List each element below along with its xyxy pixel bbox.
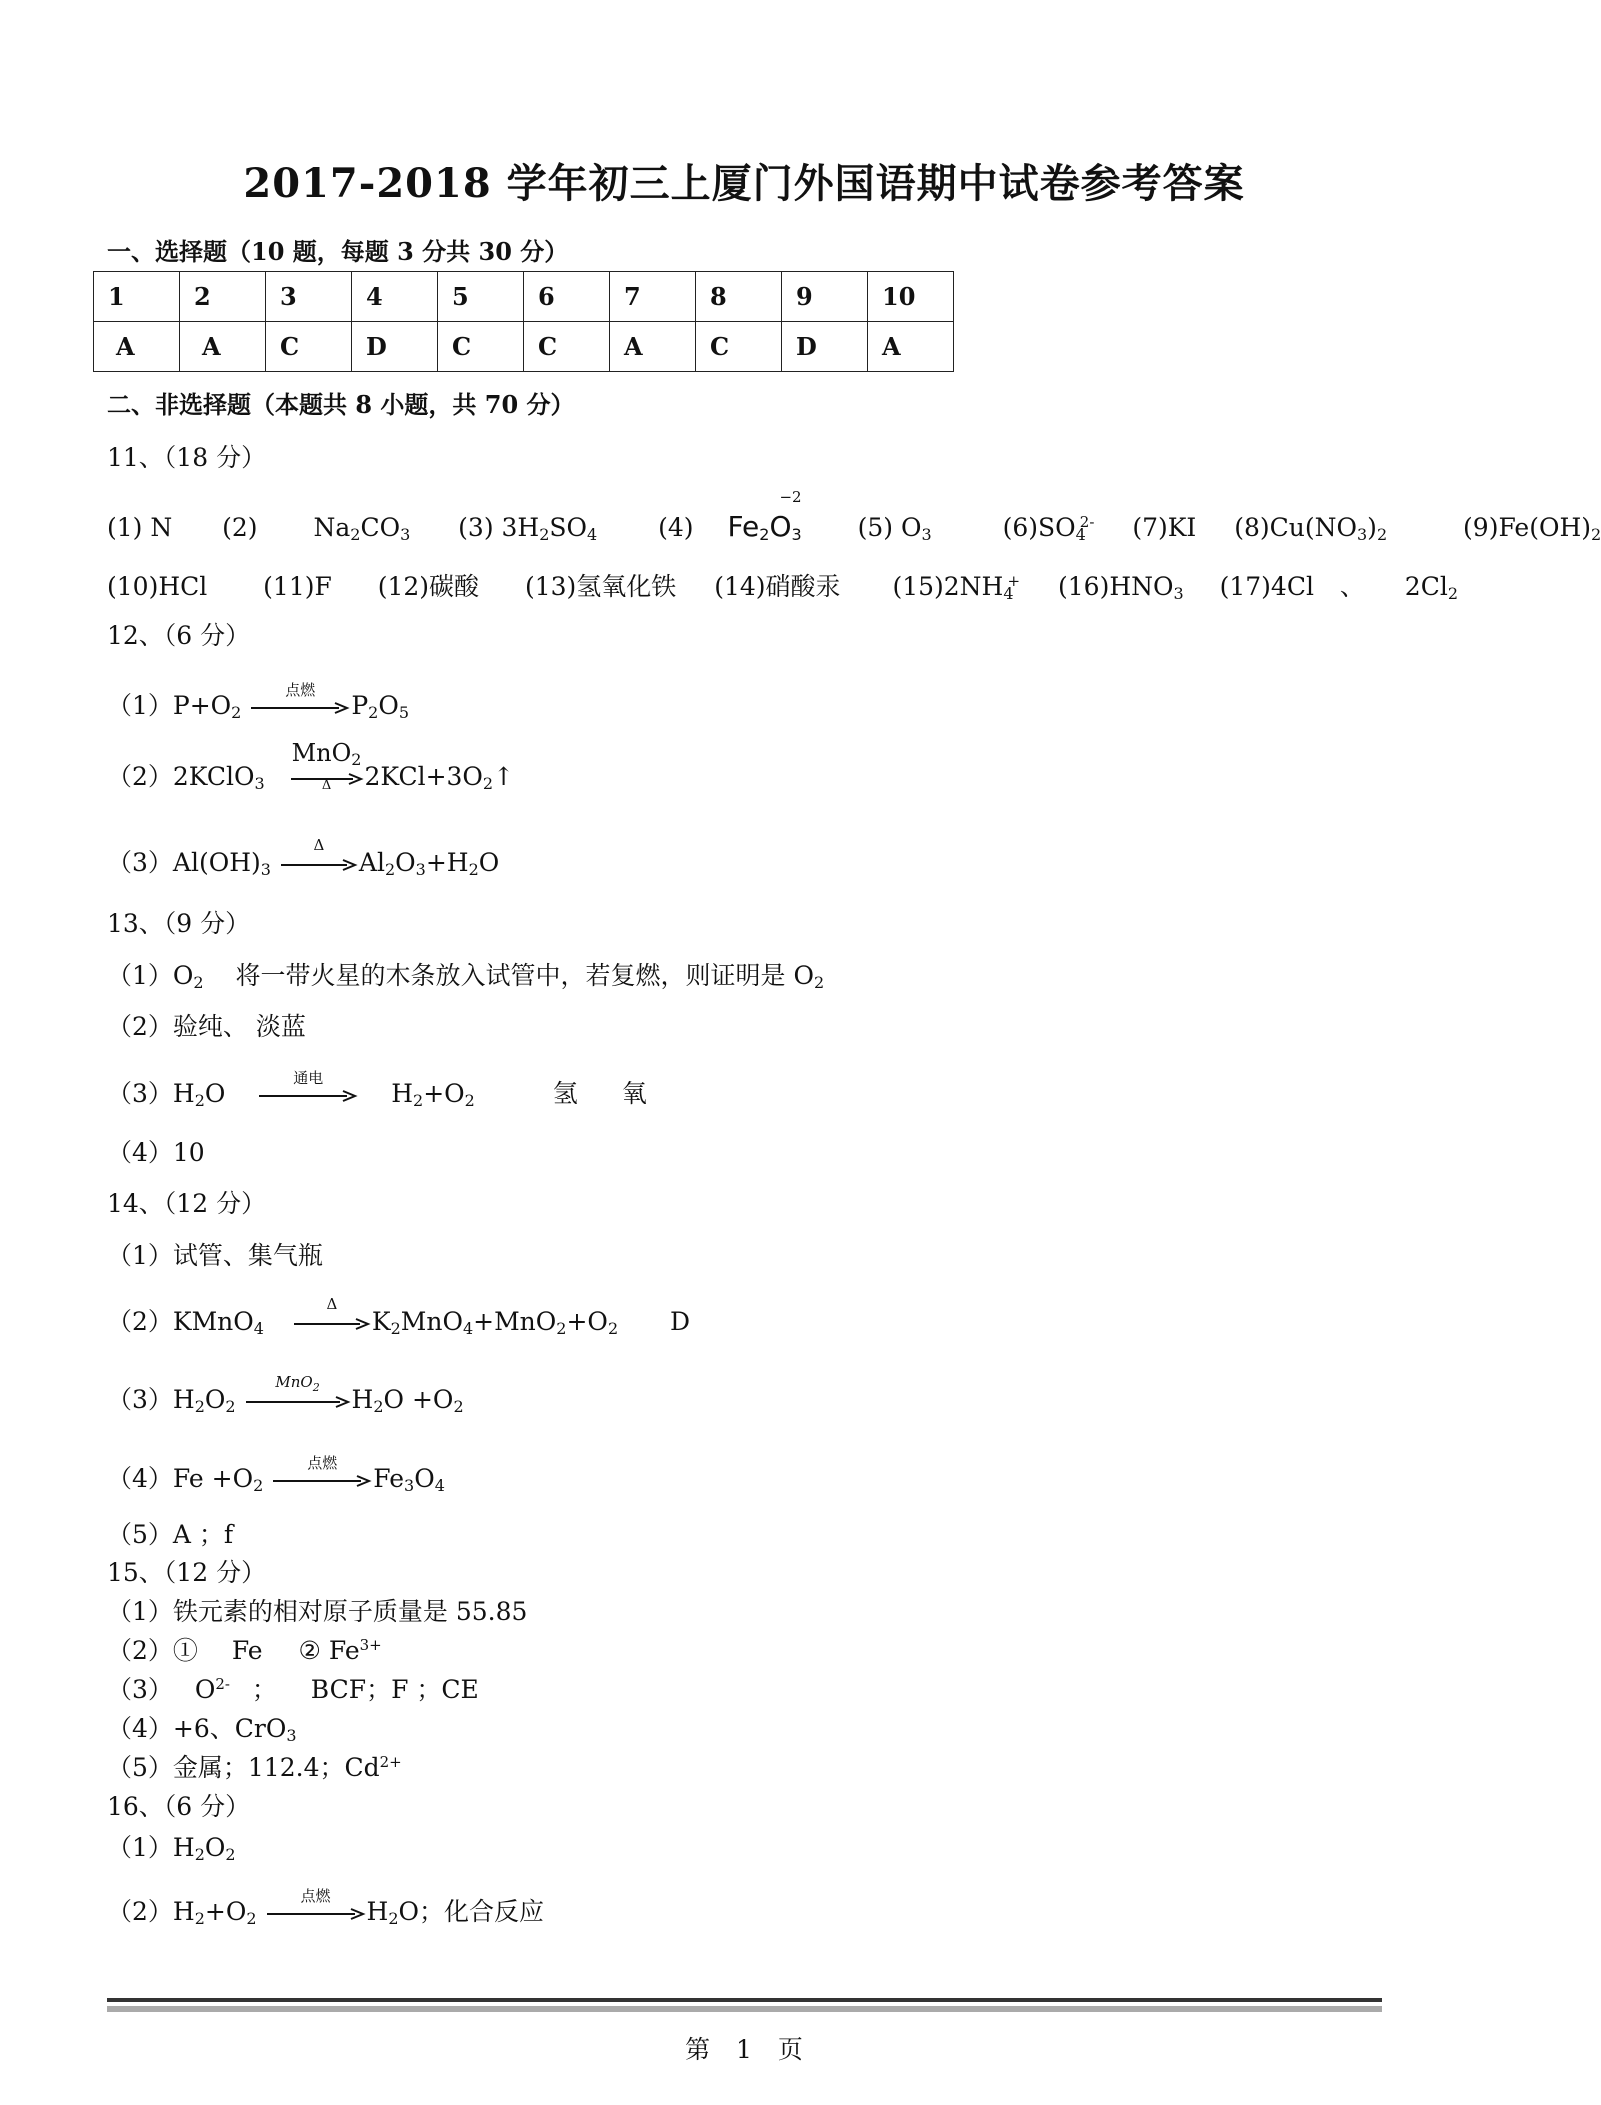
- text: H: [366, 1897, 389, 1926]
- text: 第: [685, 2035, 711, 2064]
- text: （1）P+O: [107, 691, 232, 720]
- text: +O: [423, 1079, 465, 1108]
- subscript: 2: [482, 774, 494, 793]
- subscript: 2: [193, 973, 204, 992]
- question-header: 13、（9 分）: [107, 909, 251, 938]
- subscript: 2: [231, 703, 242, 722]
- table-cell: A: [610, 322, 696, 372]
- text: (9)Fe(OH): [1463, 513, 1592, 542]
- table-cell: A: [94, 322, 180, 372]
- text: (2): [222, 513, 258, 542]
- table-cell: 7: [610, 272, 696, 322]
- text: O: [204, 1079, 226, 1108]
- text: D: [670, 1307, 691, 1336]
- text: （2）①: [107, 1636, 198, 1665]
- q15-answer-5: [107, 1748, 402, 1784]
- text: O: [769, 510, 792, 543]
- text: （4）Fe +O: [107, 1464, 254, 1493]
- subscript: 4: [434, 1476, 445, 1495]
- text: +O: [566, 1307, 608, 1336]
- text: +H: [425, 848, 469, 877]
- text: MnO: [400, 1307, 463, 1336]
- q14-answer-5: （5）A ；f: [107, 1520, 234, 1549]
- subscript: 2: [350, 525, 361, 544]
- text: ② Fe: [298, 1636, 360, 1665]
- subscript: 2: [388, 1909, 399, 1928]
- text: 将一带火星的木条放入试管中，若复燃，则证明是 O: [235, 961, 814, 990]
- q14-equation-3: [107, 1372, 464, 1416]
- table-cell: 5: [438, 272, 524, 322]
- subscript: 2: [607, 1319, 619, 1338]
- text: (13)氢氧化铁: [524, 572, 677, 601]
- text: (16)HNO: [1058, 572, 1174, 601]
- q16-equation-2: [107, 1886, 544, 1928]
- arrow-condition: 点燃: [307, 1453, 338, 1472]
- table-cell: 2: [180, 272, 266, 322]
- section-heading-choice: 一、选择题（10 题，每题 3 分共 30 分）: [107, 237, 569, 266]
- table-cell: A: [180, 322, 266, 372]
- question-header: 15、（12 分）: [107, 1558, 267, 1587]
- reaction-arrow: [273, 1453, 371, 1487]
- text: ↑: [493, 762, 515, 791]
- table-row-answers: [94, 322, 954, 372]
- page-title: 2017-2018 学年初三上厦门外国语期中试卷参考答案: [243, 160, 1245, 207]
- text: MnO: [291, 738, 352, 767]
- subscript: 2: [194, 1397, 205, 1416]
- table-cell: C: [524, 322, 610, 372]
- text: +MnO: [473, 1307, 557, 1336]
- subscript: 2: [1591, 525, 1601, 544]
- text: Fe: [231, 1636, 263, 1665]
- reaction-arrow: [246, 1372, 350, 1408]
- subscript: 3: [1356, 525, 1368, 544]
- subscript: 3: [791, 525, 802, 544]
- table-cell: C: [696, 322, 782, 372]
- text: （3）H: [107, 1385, 195, 1414]
- superscript: 3+: [359, 1636, 382, 1654]
- superscript: 2-: [1079, 513, 1095, 531]
- q12-equation-2: [107, 738, 515, 793]
- table-cell: A: [868, 322, 954, 372]
- q13-equation-3: [107, 1068, 647, 1110]
- text: Na: [313, 513, 351, 542]
- text: （2）2KClO: [107, 762, 255, 791]
- text: (15)2NH: [892, 572, 1004, 601]
- text: (1) N: [107, 513, 173, 542]
- subscript: 3: [921, 525, 932, 544]
- subscript: 4: [1075, 525, 1086, 544]
- text: (8)Cu(NO: [1234, 513, 1357, 542]
- subscript: 2: [556, 1319, 567, 1338]
- text: +O: [204, 1897, 247, 1926]
- arrow-condition: Δ: [326, 1294, 338, 1313]
- text: O: [194, 1675, 216, 1704]
- table-cell: 8: [696, 272, 782, 322]
- footer-divider: [107, 1998, 1382, 2002]
- subscript: 3: [404, 1476, 415, 1495]
- table-cell: 1: [94, 272, 180, 322]
- reaction-arrow: [281, 835, 357, 871]
- subscript: 4: [587, 525, 598, 544]
- text: (10)HCl: [107, 572, 208, 601]
- q12-equation-3: [107, 835, 500, 879]
- text: Fe: [373, 1464, 404, 1493]
- reaction-arrow: [267, 1886, 365, 1920]
- q15-answer-2: [107, 1631, 382, 1667]
- arrow-catalyst: [246, 1373, 350, 1394]
- subscript: 2: [194, 1091, 205, 1110]
- arrow-catalyst: [291, 739, 363, 769]
- subscript: 2: [253, 1476, 264, 1495]
- subscript: 4: [1003, 584, 1014, 603]
- text: （5）金属；112.4；Cd: [107, 1753, 380, 1782]
- text: （2）KMnO: [107, 1307, 254, 1336]
- subscript: 3: [286, 1726, 297, 1745]
- subscript: 2: [813, 973, 825, 992]
- text: H: [391, 1079, 414, 1108]
- subscript: 2: [246, 1909, 257, 1928]
- fe2o3-formula: [727, 488, 802, 544]
- superscript: 2+: [379, 1753, 402, 1771]
- subscript: 2: [539, 525, 550, 544]
- q13-answer-2: （2）验纯、 淡蓝: [107, 1012, 306, 1041]
- table-cell: 10: [868, 272, 954, 322]
- subscript: 2: [225, 1845, 236, 1864]
- question-header: 16、（6 分）: [107, 1792, 251, 1821]
- table-cell: D: [782, 322, 868, 372]
- subscript: 2: [194, 1909, 205, 1928]
- q16-answer-1: [107, 1828, 236, 1864]
- q11-answer-line-1: [107, 488, 1601, 544]
- subscript: 3: [400, 525, 411, 544]
- subscript: 2: [759, 525, 770, 544]
- subscript: 2: [464, 1091, 475, 1110]
- q14-answer-1: （1）试管、集气瓶: [107, 1241, 323, 1270]
- text: O: [204, 1833, 226, 1862]
- valence-mark: −2: [779, 488, 802, 506]
- text: ): [1367, 513, 1377, 542]
- text: Al: [358, 848, 385, 877]
- subscript: 2: [413, 1091, 424, 1110]
- text: K: [371, 1307, 391, 1336]
- text: 2KCl+3O: [364, 762, 483, 791]
- subscript: 2: [225, 1397, 236, 1416]
- q14-equation-4: [107, 1453, 445, 1495]
- text: 页: [777, 2035, 803, 2064]
- text: （3）Al(OH): [107, 848, 261, 877]
- text: Fe: [727, 510, 760, 543]
- table-cell: 6: [524, 272, 610, 322]
- text: (3) 3H: [458, 513, 540, 542]
- page-number: [0, 2030, 1488, 2066]
- superscript: +: [1007, 572, 1021, 590]
- reaction-arrow: [251, 680, 349, 714]
- text: O: [478, 848, 500, 877]
- subscript: 4: [253, 1319, 264, 1338]
- text: （3）: [107, 1675, 173, 1704]
- question-header: 12、（6 分）: [107, 621, 251, 650]
- text: （3）H: [107, 1079, 195, 1108]
- text: (5) O: [857, 513, 922, 542]
- q15-answer-1: （1）铁元素的相对原子质量是 55.85: [107, 1597, 528, 1626]
- text: O；化合反应: [398, 1897, 544, 1926]
- footer-divider-shadow: [107, 2006, 1382, 2012]
- answer-table: [93, 271, 954, 372]
- q13-answer-1: [107, 956, 824, 992]
- arrow-condition: Δ: [321, 777, 332, 793]
- text: 2Cl: [1404, 572, 1448, 601]
- subscript: 5: [398, 703, 410, 722]
- arrow-condition: Δ: [313, 835, 325, 854]
- table-row-numbers: [94, 272, 954, 322]
- text: (7)KI: [1132, 513, 1197, 542]
- text: (17)4Cl: [1219, 572, 1314, 601]
- arrow-condition: 点燃: [300, 1886, 331, 1905]
- q12-equation-1: [107, 680, 410, 722]
- subscript: 3: [415, 860, 426, 879]
- table-cell: C: [438, 322, 524, 372]
- reaction-arrow: [259, 1068, 357, 1102]
- text: (11)F: [263, 572, 332, 601]
- q11-answer-line-2: [107, 567, 1458, 603]
- reaction-arrow: [294, 1294, 370, 1330]
- subscript: 2: [194, 1845, 205, 1864]
- subscript: 3: [260, 860, 271, 879]
- text: （1）O: [107, 961, 194, 990]
- q15-answer-3: [107, 1670, 479, 1706]
- text: CO: [360, 513, 401, 542]
- text: (6)SO: [1002, 513, 1076, 542]
- subscript: 2: [351, 749, 362, 769]
- text: O: [414, 1464, 435, 1493]
- text: （4）+6、CrO: [107, 1714, 287, 1743]
- text: 氧: [621, 1079, 647, 1108]
- q15-answer-4: [107, 1709, 297, 1745]
- text: 1: [736, 2035, 752, 2064]
- table-cell: 3: [266, 272, 352, 322]
- text: ；: [251, 1675, 277, 1704]
- text: (14)硝酸汞: [714, 572, 841, 601]
- subscript: 2: [312, 1380, 320, 1394]
- table-cell: D: [352, 322, 438, 372]
- subscript: 3: [1173, 584, 1184, 603]
- subscript: 3: [254, 774, 265, 793]
- subscript: 2: [373, 1397, 384, 1416]
- subscript: 2: [384, 860, 396, 879]
- subscript: 2: [368, 703, 379, 722]
- text: O +O: [383, 1385, 454, 1414]
- subscript: 2: [1376, 525, 1388, 544]
- text: (4): [658, 513, 694, 542]
- text: MnO: [275, 1372, 313, 1391]
- q13-answer-4: （4）10: [107, 1138, 205, 1167]
- subscript: 2: [468, 860, 479, 879]
- table-cell: 4: [352, 272, 438, 322]
- text: （2）H: [107, 1897, 195, 1926]
- text: （1）H: [107, 1833, 195, 1862]
- text: O: [204, 1385, 226, 1414]
- superscript: 2-: [215, 1675, 230, 1693]
- text: SO: [549, 513, 588, 542]
- text: O: [395, 848, 416, 877]
- arrow-condition: 通电: [293, 1068, 324, 1087]
- q14-equation-2: [107, 1294, 691, 1338]
- subscript: 4: [462, 1319, 474, 1338]
- text: P: [351, 691, 369, 720]
- subscript: 2: [453, 1397, 464, 1416]
- table-cell: 9: [782, 272, 868, 322]
- reaction-arrow: [291, 738, 363, 793]
- text: (12)碳酸: [377, 572, 480, 601]
- text: 氢: [552, 1079, 578, 1108]
- question-header: 11、（18 分）: [107, 443, 267, 472]
- subscript: 2: [390, 1319, 401, 1338]
- text: H: [351, 1385, 374, 1414]
- text: 、: [1339, 572, 1365, 601]
- section-heading-nonchoice: 二、非选择题（本题共 8 小题，共 70 分）: [107, 390, 575, 419]
- subscript: 2: [1447, 584, 1459, 603]
- arrow-condition: 点燃: [285, 680, 316, 699]
- table-cell: C: [266, 322, 352, 372]
- text: BCF；F ；CE: [310, 1675, 479, 1704]
- text: O: [378, 691, 399, 720]
- question-header: 14、（12 分）: [107, 1189, 267, 1218]
